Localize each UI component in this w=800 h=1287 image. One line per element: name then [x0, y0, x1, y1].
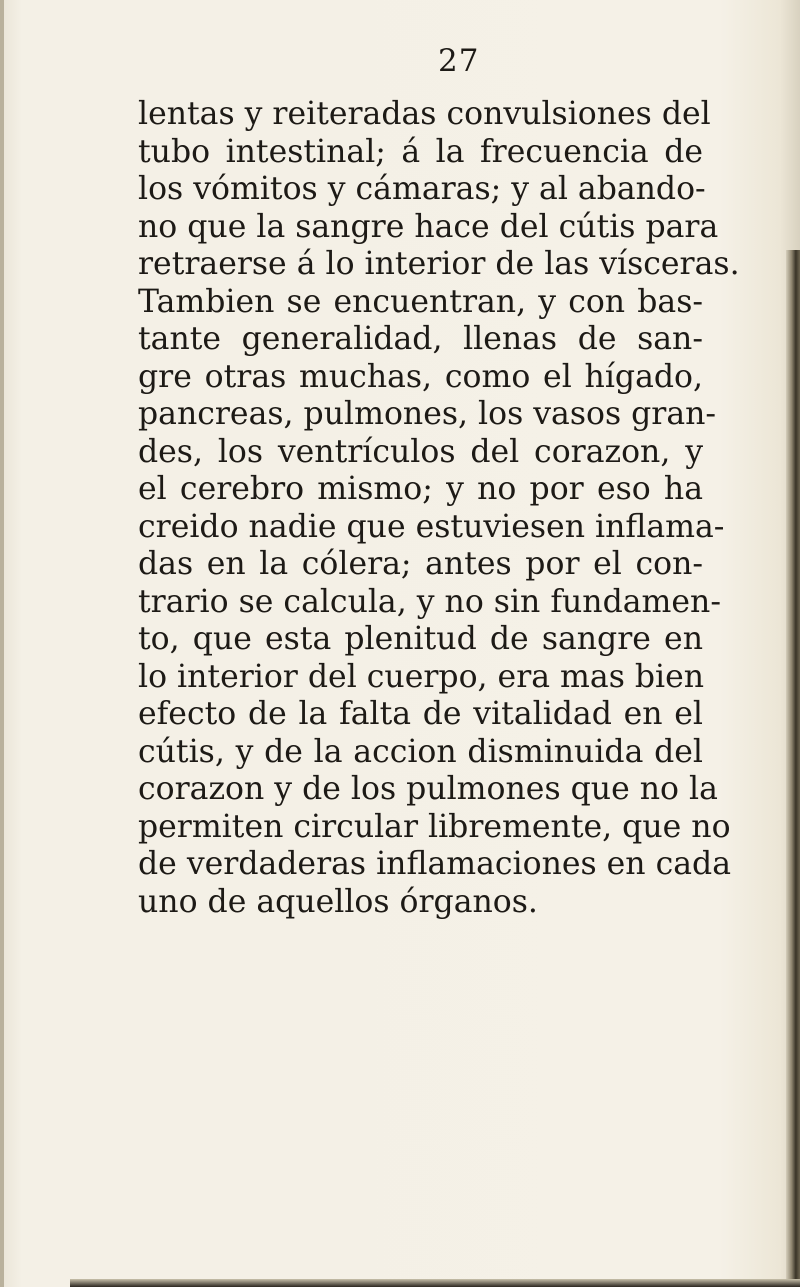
text-line: corazon y de los pulmones que no la — [138, 771, 718, 807]
page-left-edge — [0, 0, 4, 1287]
text-line: de verdaderas inflamaciones en cada — [138, 846, 731, 882]
text-line: efecto de la falta de vitalidad en el — [138, 696, 703, 732]
text-line: retraerse á lo interior de las vísceras. — [138, 246, 740, 282]
text-line: Tambien se encuentran, y con bas- — [138, 283, 703, 320]
text-line: des, los ventrículos del corazon, y — [138, 433, 703, 470]
text-line-last: uno de aquellos órganos. — [138, 883, 538, 920]
text-line: tante generalidad, llenas de san- — [138, 321, 703, 357]
text-line: gre otras muchas, como el hígado, — [138, 358, 703, 395]
text-line: no que la sangre hace del cútis para — [138, 208, 719, 245]
text-line: creido nadie que estuviesen inflama- — [138, 508, 725, 545]
text-line: tubo intestinal; á la frecuencia de — [138, 133, 703, 170]
body-text — [138, 96, 740, 921]
text-line: los vómitos y cámaras; y al abando- — [138, 171, 706, 207]
page-number: 27 — [438, 43, 480, 79]
text-line: to, que esta plenitud de sangre en — [138, 621, 703, 657]
text-line: el cerebro mismo; y no por eso ha — [138, 471, 703, 507]
text-line: trario se calcula, y no sin fundamen- — [138, 583, 721, 620]
text-line: lentas y reiteradas convulsiones del — [138, 96, 711, 132]
text-line: pancreas, pulmones, los vasos gran- — [138, 396, 717, 432]
text-line: das en la cólera; antes por el con- — [138, 546, 703, 582]
page-bottom-edge-shadow — [70, 1279, 800, 1287]
page-right-edge-shadow — [786, 250, 800, 1287]
text-line: permiten circular libremente, que no — [138, 808, 731, 845]
text-line: cútis, y de la accion disminuida del — [138, 733, 703, 770]
text-line: lo interior del cuerpo, era mas bien — [138, 658, 705, 695]
